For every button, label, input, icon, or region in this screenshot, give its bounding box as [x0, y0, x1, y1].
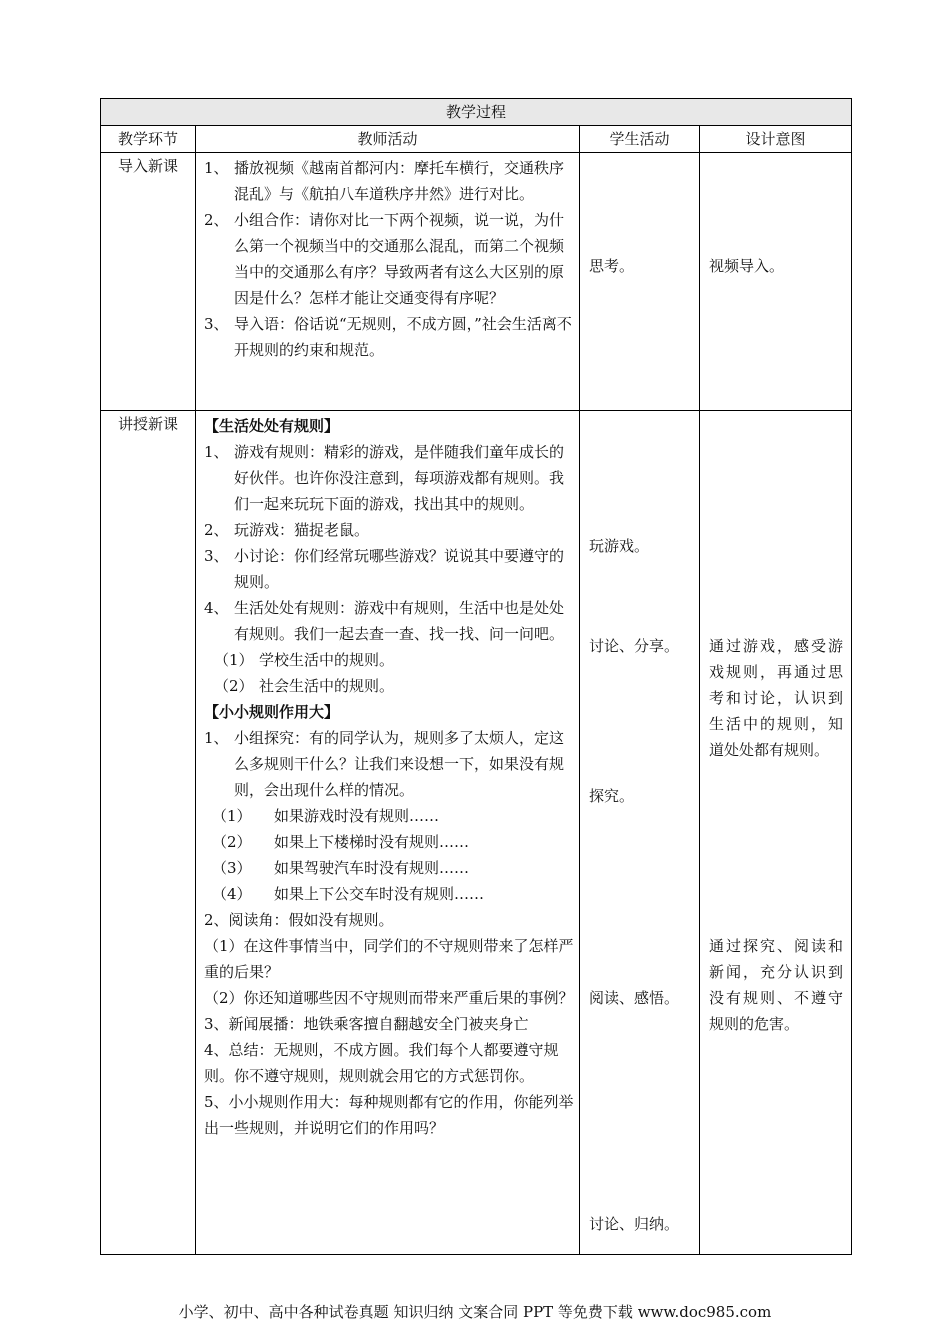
sub-item: （2） 社会生活中的规则。: [214, 677, 395, 695]
design-intent-intro: [700, 153, 852, 411]
paragraph: 2、阅读角：假如没有规则。: [204, 911, 394, 929]
header-student: 学生活动: [580, 126, 700, 153]
list-item: 1、 播放视频《越南首都河内：摩托车横行，交通秩序混乱》与《航拍八车道秩序井然》进行对比。: [204, 159, 565, 203]
sub-item: （1） 如果游戏时没有规则……: [212, 807, 440, 825]
section-heading: 【小小规则作用大】: [204, 703, 340, 721]
teacher-activity-new-lesson: [196, 411, 580, 1255]
teaching-process-table: [100, 98, 852, 1255]
list-item: 3、 小讨论：你们经常玩哪些游戏？说说其中要遵守的规则。: [204, 547, 565, 591]
section-heading: 【生活处处有规则】: [204, 417, 340, 435]
sub-item: （3） 如果驾驶汽车时没有规则……: [212, 859, 470, 877]
paragraph: 4、总结：无规则，不成方圆。我们每个人都要遵守规则。你不遵守规则，规则就会用它的方式惩罚你。: [204, 1041, 559, 1085]
design-text: 通过探究、阅读和新闻，充分认识到没有规则、不遵守规则的危害。: [709, 937, 844, 1033]
student-text: 玩游戏。: [589, 537, 650, 555]
design-intent-new-lesson: [700, 411, 852, 1255]
design-text: 通过游戏，感受游戏规则，再通过思考和讨论，认识到生活中的规则，知道处处都有规则。: [709, 637, 844, 759]
header-stage: 教学环节: [101, 126, 196, 153]
list-item: 2、 玩游戏：猫捉老鼠。: [204, 521, 370, 539]
stage-intro: 导入新课: [101, 153, 196, 411]
header-row: [101, 126, 852, 153]
list-item: 2、 小组合作：请你对比一下两个视频，说一说，为什么第一个视频当中的交通那么混乱，而第二个视频当中的交通那么有序？导致两者有这么大区别的原因是什么？怎样才能让交通变得有序呢？: [204, 211, 565, 307]
student-text: 讨论、归纳。: [589, 1215, 680, 1233]
design-text: 视频导入。: [709, 257, 785, 275]
sub-item: （4） 如果上下公交车时没有规则……: [212, 885, 485, 903]
paragraph: （1）在这件事情当中，同学们的不守规则带来了怎样严重的后果？: [204, 937, 574, 981]
student-text: 讨论、分享。: [589, 637, 680, 655]
student-text: 探究。: [589, 787, 635, 805]
list-item: 3、 导入语：俗话说“无规则，不成方圆，”社会生活离不开规则的约束和规范。: [204, 315, 572, 359]
student-text: 阅读、感悟。: [589, 989, 680, 1007]
teacher-activity-intro: [196, 153, 580, 411]
list-item: 1、 游戏有规则：精彩的游戏，是伴随我们童年成长的好伙伴。也许你没注意到，每项游戏都有规则。我们一起来玩玩下面的游戏，找出其中的规则。: [204, 443, 565, 513]
paragraph: （2）你还知道哪些因不守规则而带来严重后果的事例？: [204, 989, 574, 1007]
table-row-new-lesson: [101, 411, 852, 1255]
table-row-intro: [101, 153, 852, 411]
stage-new-lesson: 讲授新课: [101, 411, 196, 1255]
list-item: 4、 生活处处有规则：游戏中有规则，生活中也是处处有规则。我们一起去查一查、找一找、问一问吧。: [204, 599, 565, 643]
paragraph: 5、小小规则作用大：每种规则都有它的作用，你能列举出一些规则，并说明它们的作用吗？: [204, 1093, 574, 1137]
sub-item: （2） 如果上下楼梯时没有规则……: [212, 833, 470, 851]
student-activity-intro: [580, 153, 700, 411]
header-teacher: 教师活动: [196, 126, 580, 153]
table-title: 教学过程: [101, 99, 852, 126]
list-item: 1、 小组探究：有的同学认为，规则多了太烦人，定这么多规则干什么？让我们来设想一下，如果没有规则，会出现什么样的情况。: [204, 729, 565, 799]
footer-text: 小学、初中、高中各种试卷真题 知识归纳 文案合同 PPT 等免费下载 www.doc985.com: [178, 1303, 772, 1321]
sub-item: （1） 学校生活中的规则。: [214, 651, 395, 669]
student-activity-new-lesson: [580, 411, 700, 1255]
paragraph: 3、新闻展播：地铁乘客擅自翻越安全门被夹身亡: [204, 1015, 529, 1033]
student-text: 思考。: [589, 257, 635, 275]
header-design: 设计意图: [700, 126, 852, 153]
